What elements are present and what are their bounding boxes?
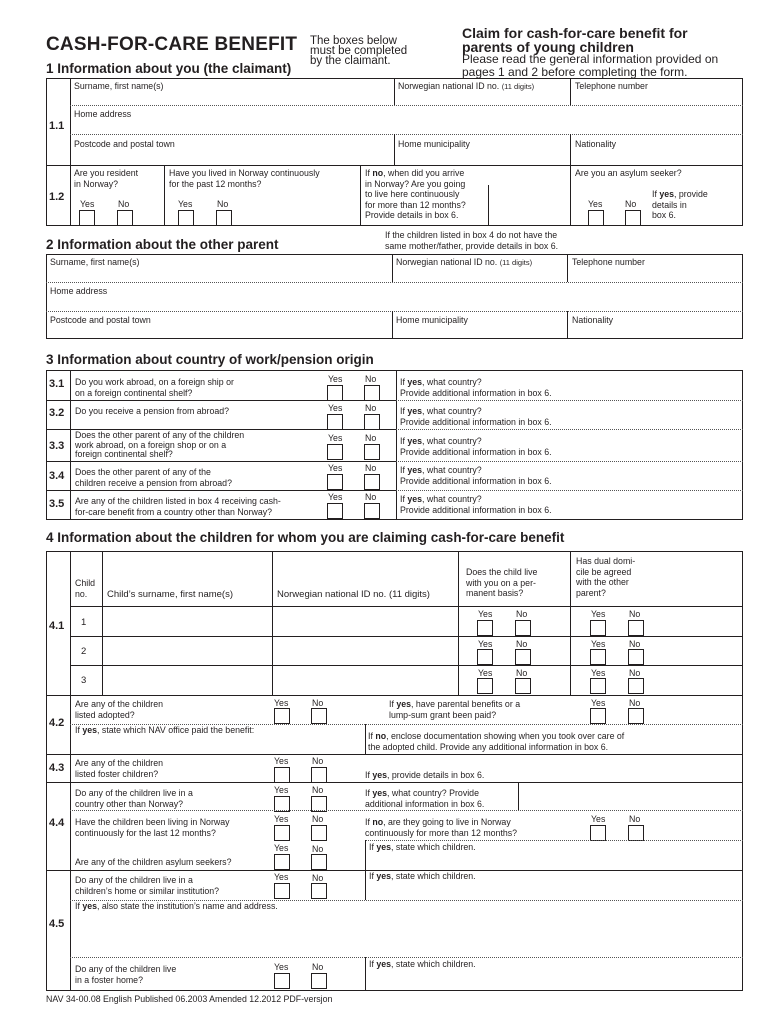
child-3-id-field[interactable] — [274, 667, 456, 694]
q-3-2-yes-checkbox[interactable] — [327, 414, 343, 430]
adopted-question: Are any of the children listed adopted? — [75, 699, 164, 720]
adoption-documentation-note: If no, enclose documentation showing when you took over care of the adopted child. Provide any additional information in box 6. — [368, 731, 625, 752]
claimant-postcode-field[interactable] — [74, 150, 392, 163]
q-3-1-no-label: No — [365, 374, 377, 384]
form-title: CASH-FOR-CARE BENEFIT — [46, 34, 298, 55]
child-1-dual-no-checkbox[interactable] — [628, 620, 644, 636]
claimant-phone-field[interactable] — [575, 92, 740, 104]
box-3-2-number: 3.2 — [49, 407, 65, 419]
q-3-1-yes-label: Yes — [328, 374, 343, 384]
child-2-live-yes-label: Yes — [478, 639, 493, 649]
q-3-3-yes-label: Yes — [328, 433, 343, 443]
foster-home-followup: If yes, state which children. — [369, 959, 476, 969]
q-3-5-no-label: No — [365, 492, 377, 502]
claimant-municipality-field[interactable] — [398, 150, 568, 163]
q-3-2-country-field[interactable] — [565, 403, 740, 427]
nav-office-label: If yes, state which NAV office paid the benefit: — [75, 725, 255, 735]
child-3-live-no-label: No — [516, 668, 528, 678]
q-3-3-yes-checkbox[interactable] — [327, 444, 343, 460]
institution-yes-checkbox[interactable] — [274, 883, 290, 899]
institution-no-checkbox[interactable] — [311, 883, 327, 899]
q-3-3-no-label: No — [365, 433, 377, 443]
resident-no-label: No — [118, 199, 130, 209]
child-2-dual-yes-checkbox[interactable] — [590, 649, 606, 665]
child-1-dual-no-label: No — [629, 609, 641, 619]
q-3-4-no-label: No — [365, 463, 377, 473]
child-1-dual-yes-label: Yes — [591, 609, 606, 619]
country-question: Do any of the children live in a country other than Norway? — [75, 788, 193, 809]
benefit-no-label: No — [629, 698, 641, 708]
q-3-5: Are any of the children listed in box 4 receiving cash- for-care benefit from a country other than Norway? — [75, 496, 281, 517]
q-3-5-country-field[interactable] — [565, 493, 740, 517]
q-3-5-no-checkbox[interactable] — [364, 503, 380, 519]
child-3-live-no-checkbox[interactable] — [515, 678, 531, 694]
q-3-1-followup: If yes, what country? Provide additional information in box 6. — [400, 377, 552, 398]
foster-yes-checkbox[interactable] — [274, 767, 290, 783]
resident-yes-label: Yes — [80, 199, 95, 209]
q-3-2: Do you receive a pension from abroad? — [75, 406, 230, 416]
nav-office-field[interactable] — [75, 737, 363, 753]
child-3-live-yes-checkbox[interactable] — [477, 678, 493, 694]
foster-no-label: No — [312, 756, 324, 766]
q-3-2-yes-label: Yes — [328, 403, 343, 413]
foster-home-no-checkbox[interactable] — [311, 973, 327, 989]
parent-phone-field[interactable] — [572, 268, 740, 280]
foster-home-no-label: No — [312, 962, 324, 972]
q-3-1: Do you work abroad, on a foreign ship or on a foreign continental shelf? — [75, 377, 234, 398]
adopted-followup: If yes, have parental benefits or a lump-sum grant been paid? — [389, 699, 521, 720]
parent-postcode-field[interactable] — [50, 326, 390, 337]
lived-yes-label: Yes — [178, 199, 193, 209]
box-4-1-number: 4.1 — [49, 620, 65, 632]
claimant-address-label: Home address — [74, 109, 132, 119]
claimant-municipality-label: Home municipality — [398, 139, 470, 149]
claim-note: Please read the general information provided on pages 1 and 2 before completing the form. — [462, 52, 719, 79]
section-2-note: If the children listed in box 4 do not have the same mother/father, provide details in box 6. — [385, 230, 559, 251]
form-footer: NAV 34-00.08 English Published 06.2003 Amended 12.2012 PDF-versjon — [46, 994, 333, 1004]
child-row-1-number: 1 — [81, 617, 87, 628]
parent-surname-field[interactable] — [50, 268, 390, 280]
box-4-5-number: 4.5 — [49, 918, 65, 930]
children-country-field[interactable] — [520, 784, 740, 808]
section-3-heading: 3 Information about country of work/pension origin — [46, 352, 374, 367]
country-yes-label: Yes — [274, 785, 289, 795]
adopted-yes-label: Yes — [274, 698, 289, 708]
child-2-dual-yes-label: Yes — [591, 639, 606, 649]
section-2-heading: 2 Information about the other parent — [46, 237, 279, 252]
box-4-3-number: 4.3 — [49, 762, 65, 774]
child-1-live-no-label: No — [516, 609, 528, 619]
resident-no-checkbox[interactable] — [117, 210, 133, 226]
q-3-3-country-field[interactable] — [565, 432, 740, 458]
col-child-id: Norwegian national ID no. (11 digits) — [277, 589, 430, 600]
living-followup: If no, are they going to live in Norway continuously for more than 12 months? — [365, 817, 518, 838]
col-child-name: Child’s surname, first name(s) — [107, 589, 234, 600]
child-2-live-no-label: No — [516, 639, 528, 649]
asylum-children-no-label: No — [312, 844, 324, 854]
q-3-4-followup: If yes, what country? Provide additional information in box 6. — [400, 465, 552, 486]
child-3-dual-no-label: No — [629, 668, 641, 678]
asylum-instruction: If yes, provide details in box 6. — [652, 189, 708, 220]
asylum-no-checkbox[interactable] — [625, 210, 641, 226]
adopted-yes-checkbox[interactable] — [274, 708, 290, 724]
q-3-2-no-label: No — [365, 403, 377, 413]
parent-surname-label: Surname, first name(s) — [50, 257, 140, 267]
col-dual-domicile: Has dual domi- cile be agreed with the other parent? — [576, 556, 636, 598]
q-3-4-country-field[interactable] — [565, 464, 740, 488]
lived-no-checkbox[interactable] — [216, 210, 232, 226]
lived-yes-checkbox[interactable] — [178, 210, 194, 226]
child-2-live-yes-checkbox[interactable] — [477, 649, 493, 665]
claim-title: Claim for cash-for-care benefit for parents of young children — [462, 25, 688, 55]
child-2-name-field[interactable] — [104, 638, 270, 664]
adopted-no-checkbox[interactable] — [311, 708, 327, 724]
future-living-no-label: No — [629, 814, 641, 824]
living-no-label: No — [312, 814, 324, 824]
foster-question: Are any of the children listed foster children? — [75, 758, 164, 779]
asylum-children-no-checkbox[interactable] — [311, 854, 327, 870]
parent-nationality-label: Nationality — [572, 315, 614, 325]
section-1-heading: 1 Information about you (the claimant) — [46, 61, 292, 76]
foster-home-question: Do any of the children live in a foster home? — [75, 964, 177, 985]
child-3-dual-no-checkbox[interactable] — [628, 678, 644, 694]
claimant-id-field[interactable] — [398, 92, 568, 104]
q-3-1-yes-checkbox[interactable] — [327, 385, 343, 401]
institution-yes-label: Yes — [274, 872, 289, 882]
q-3-3-followup: If yes, what country? Provide additional information in box 6. — [400, 436, 552, 457]
child-1-name-field[interactable] — [104, 608, 270, 635]
child-3-dual-yes-label: Yes — [591, 668, 606, 678]
asylum-children-followup: If yes, state which children. — [369, 842, 476, 852]
parent-postcode-label: Postcode and postal town — [50, 315, 151, 325]
q-3-4-yes-label: Yes — [328, 463, 343, 473]
resident-yes-checkbox[interactable] — [79, 210, 95, 226]
asylum-children-question: Are any of the children asylum seekers? — [75, 857, 232, 867]
country-no-label: No — [312, 785, 324, 795]
child-3-live-yes-label: Yes — [478, 668, 493, 678]
child-3-name-field[interactable] — [104, 667, 270, 694]
lived-no-label: No — [217, 199, 229, 209]
parent-id-field[interactable] — [396, 268, 565, 280]
institution-question: Do any of the children live in a children’s home or similar institution? — [75, 875, 220, 896]
asylum-question: Are you an asylum seeker? — [575, 168, 682, 178]
q-3-5-yes-label: Yes — [328, 492, 343, 502]
q-3-1-no-checkbox[interactable] — [364, 385, 380, 401]
living-question: Have the children been living in Norway continuously for the last 12 months? — [75, 817, 230, 838]
foster-home-which-field[interactable] — [368, 971, 740, 989]
parent-address-field[interactable] — [50, 297, 740, 309]
asylum-children-which-field[interactable] — [368, 854, 740, 868]
asylum-no-label: No — [625, 199, 637, 209]
parent-phone-label: Telephone number — [572, 257, 645, 267]
q-3-4-yes-checkbox[interactable] — [327, 474, 343, 490]
child-1-live-yes-label: Yes — [478, 609, 493, 619]
q-3-4-no-checkbox[interactable] — [364, 474, 380, 490]
foster-no-checkbox[interactable] — [311, 767, 327, 783]
claimant-address-field[interactable] — [74, 120, 739, 132]
parent-municipality-field[interactable] — [396, 326, 565, 337]
child-1-live-yes-checkbox[interactable] — [477, 620, 493, 636]
section-4-heading: 4 Information about the children for whom you are claiming cash-for-care benefit — [46, 530, 565, 545]
benefit-yes-checkbox[interactable] — [590, 708, 606, 724]
claimant-postcode-label: Postcode and postal town — [74, 139, 175, 149]
benefit-yes-label: Yes — [591, 698, 606, 708]
parent-address-label: Home address — [50, 286, 108, 296]
foster-home-yes-label: Yes — [274, 962, 289, 972]
claimant-surname-label: Surname, first name(s) — [74, 81, 164, 91]
box-4-2-number: 4.2 — [49, 717, 65, 729]
child-2-dual-no-label: No — [629, 639, 641, 649]
lived-question: Have you lived in Norway continuously for the past 12 months? — [169, 168, 320, 189]
asylum-yes-checkbox[interactable] — [588, 210, 604, 226]
resident-question: Are you resident in Norway? — [74, 168, 139, 189]
asylum-yes-label: Yes — [588, 199, 603, 209]
future-living-yes-label: Yes — [591, 814, 606, 824]
box-1-1-number: 1.1 — [49, 120, 65, 132]
living-yes-checkbox[interactable] — [274, 825, 290, 841]
child-2-dual-no-checkbox[interactable] — [628, 649, 644, 665]
box-3-1-number: 3.1 — [49, 378, 65, 390]
future-living-yes-checkbox[interactable] — [590, 825, 606, 841]
benefit-no-checkbox[interactable] — [628, 708, 644, 724]
child-2-id-field[interactable] — [274, 638, 456, 664]
box-4-4-number: 4.4 — [49, 817, 65, 829]
col-child-no: Child no. — [75, 578, 96, 599]
foster-home-yes-checkbox[interactable] — [274, 973, 290, 989]
arrival-details-field[interactable] — [490, 186, 568, 224]
parent-municipality-label: Home municipality — [396, 315, 468, 325]
claimant-phone-label: Telephone number — [575, 81, 648, 91]
asylum-children-yes-label: Yes — [274, 843, 289, 853]
foster-followup: If yes, provide details in box 6. — [365, 770, 485, 780]
box-1-2-number: 1.2 — [49, 191, 65, 203]
q-3-2-no-checkbox[interactable] — [364, 414, 380, 430]
child-row-3-number: 3 — [81, 675, 87, 686]
child-3-dual-yes-checkbox[interactable] — [590, 678, 606, 694]
foster-yes-label: Yes — [274, 756, 289, 766]
boxes-note: The boxes below must be completed by the claimant. — [310, 35, 408, 67]
q-3-5-followup: If yes, what country? Provide additional information in box 6. — [400, 494, 552, 515]
institution-no-label: No — [312, 873, 324, 883]
future-living-no-checkbox[interactable] — [628, 825, 644, 841]
q-3-4: Does the other parent of any of the children receive a pension from abroad? — [75, 467, 232, 488]
institution-which-field[interactable] — [368, 883, 740, 898]
claimant-nationality-field[interactable] — [575, 150, 740, 163]
country-followup: If yes, what country? Provide additional information in box 6. — [365, 788, 485, 809]
q-3-5-yes-checkbox[interactable] — [327, 503, 343, 519]
box-3-3-number: 3.3 — [49, 440, 65, 452]
col-lives-with-you: Does the child live with you on a per- manent basis? — [466, 567, 538, 598]
adopted-no-label: No — [312, 698, 324, 708]
institution-address-field[interactable] — [75, 913, 740, 955]
claimant-id-label: Norwegian national ID no. (11 digits) — [398, 81, 535, 91]
q-3-2-followup: If yes, what country? Provide additional information in box 6. — [400, 406, 552, 427]
child-1-id-field[interactable] — [274, 608, 456, 635]
living-no-checkbox[interactable] — [311, 825, 327, 841]
parent-nationality-field[interactable] — [572, 326, 740, 337]
q-3-3-no-checkbox[interactable] — [364, 444, 380, 460]
child-2-live-no-checkbox[interactable] — [515, 649, 531, 665]
institution-address-label: If yes, also state the institution’s name and address. — [75, 901, 278, 911]
parent-id-label: Norwegian national ID no. (11 digits) — [396, 257, 533, 267]
q-3-3: Does the other parent of any of the children work abroad, on a foreign shop or on a foreign continental shelf? — [75, 430, 245, 459]
claimant-nationality-label: Nationality — [575, 139, 617, 149]
child-1-live-no-checkbox[interactable] — [515, 620, 531, 636]
institution-followup: If yes, state which children. — [369, 871, 476, 881]
arrival-question: If no, when did you arrive in Norway? Are you going to live here continuously for more than 12 months? Provide details in box 6. — [365, 168, 466, 220]
box-3-4-number: 3.4 — [49, 470, 65, 482]
living-yes-label: Yes — [274, 814, 289, 824]
box-3-5-number: 3.5 — [49, 498, 65, 510]
claimant-surname-field[interactable] — [74, 92, 392, 104]
q-3-1-country-field[interactable] — [565, 374, 740, 398]
asylum-children-yes-checkbox[interactable] — [274, 854, 290, 870]
child-1-dual-yes-checkbox[interactable] — [590, 620, 606, 636]
child-row-2-number: 2 — [81, 646, 87, 657]
